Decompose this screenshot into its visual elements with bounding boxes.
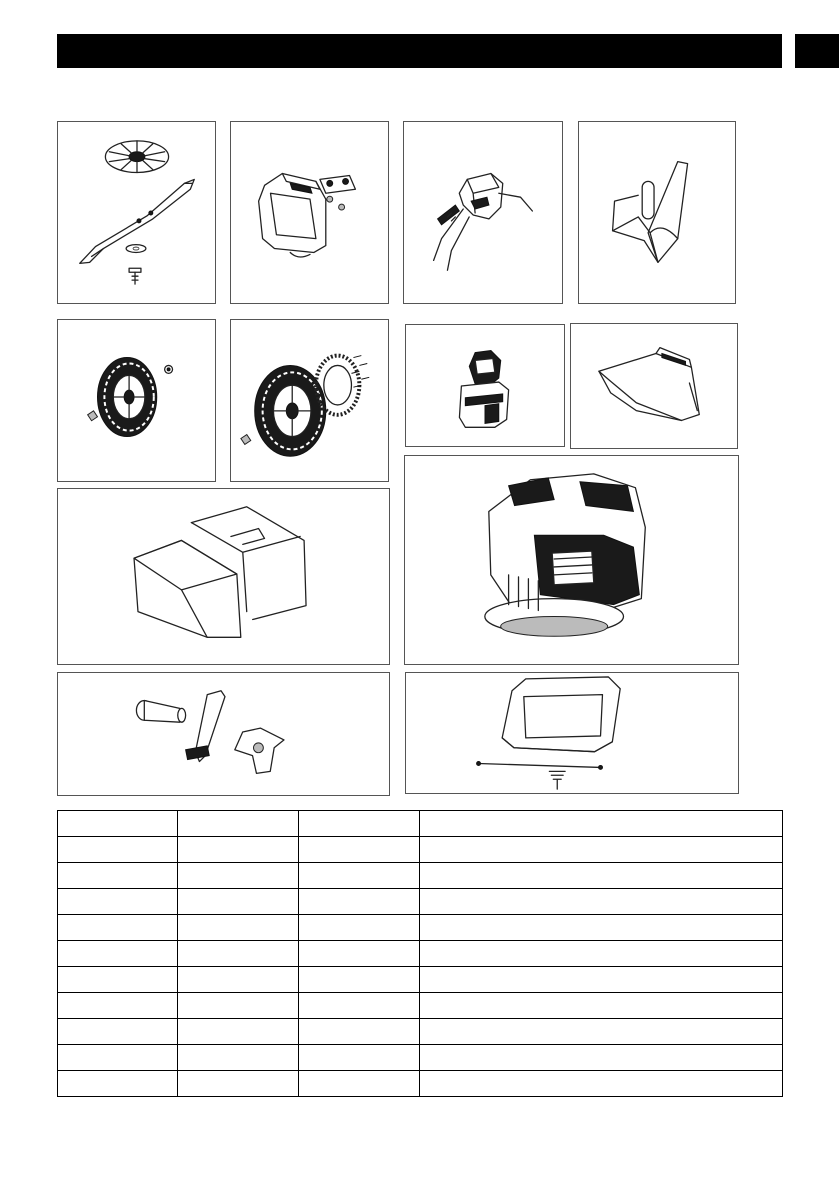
panel-deck-with-axle [405,672,739,794]
rear-wheel-and-gear-illustration [231,320,388,481]
panel-grass-bag [57,488,390,665]
table-cell [420,993,783,1019]
front-wheel-illustration [58,320,215,481]
axle-spring [549,771,565,789]
table-cell [420,1071,783,1097]
panel-height-lever [403,121,563,304]
cooling-fan [105,141,168,173]
table-cell [178,811,299,837]
panel-battery [405,324,565,447]
table-cell [58,967,178,993]
blade-bolt [129,268,141,284]
table-cell [178,1071,299,1097]
table-cell [178,967,299,993]
table-cell [58,1045,178,1071]
mulching-plug-illustration [579,122,735,303]
table-row [58,811,783,837]
table-cell [58,863,178,889]
rear-flap-illustration [571,324,737,448]
table-row [58,863,783,889]
table-cell [420,915,783,941]
table-cell [299,941,420,967]
table-cell [58,1019,178,1045]
table-cell [299,1071,420,1097]
table-cell [178,993,299,1019]
table-cell [299,837,420,863]
table-cell [178,1045,299,1071]
table-row [58,837,783,863]
table-cell [420,1019,783,1045]
table-row [58,993,783,1019]
handle-bolt [136,701,185,723]
table-cell [420,889,783,915]
table-cell [58,1071,178,1097]
handle-bracket-illustration [231,122,388,303]
deck-with-axle-illustration [406,673,738,793]
table-cell [299,1019,420,1045]
table-cell [299,1045,420,1071]
panel-blade-and-fan [57,121,216,304]
panel-rear-flap [570,323,738,449]
table-row [58,941,783,967]
battery-illustration [406,325,564,446]
table-cell [58,811,178,837]
panel-mulching-plug [578,121,736,304]
table-cell [299,811,420,837]
grass-bag-illustration [58,489,389,664]
table-cell [420,811,783,837]
table-row [58,1071,783,1097]
table-cell [420,1045,783,1071]
table-cell [178,915,299,941]
table-cell [299,993,420,1019]
mower-blade [80,179,195,263]
table-cell [58,915,178,941]
parts-table [57,810,783,1097]
table-cell [420,941,783,967]
panel-motor-housing [404,455,739,665]
handle-knob [235,728,284,773]
table-cell [178,837,299,863]
header-bar [57,34,782,68]
blade-and-fan-illustration [58,122,215,303]
table-cell [58,941,178,967]
table-cell [178,863,299,889]
panel-rear-wheel-and-gear [230,319,389,482]
table-cell [299,915,420,941]
table-row [58,915,783,941]
table-cell [420,837,783,863]
table-cell [178,941,299,967]
height-lever-illustration [404,122,562,303]
table-row [58,1045,783,1071]
handle-bolt-and-knob-illustration [58,673,389,795]
panel-front-wheel [57,319,216,482]
panel-handle-bolt-and-knob [57,672,390,796]
quick-release-lever [186,691,225,762]
motor-housing-illustration [405,456,738,664]
table-cell [178,1019,299,1045]
table-row [58,967,783,993]
table-cell [58,993,178,1019]
table-cell [299,863,420,889]
table-cell [299,889,420,915]
table-cell [178,889,299,915]
table-cell [299,967,420,993]
blade-washer [126,245,146,253]
rear-axle [477,762,603,770]
panel-handle-bracket [230,121,389,304]
table-row [58,1019,783,1045]
table-row [58,889,783,915]
table-cell [58,889,178,915]
page-tab [795,34,839,68]
table-cell [420,967,783,993]
table-cell [420,863,783,889]
table-cell [58,837,178,863]
